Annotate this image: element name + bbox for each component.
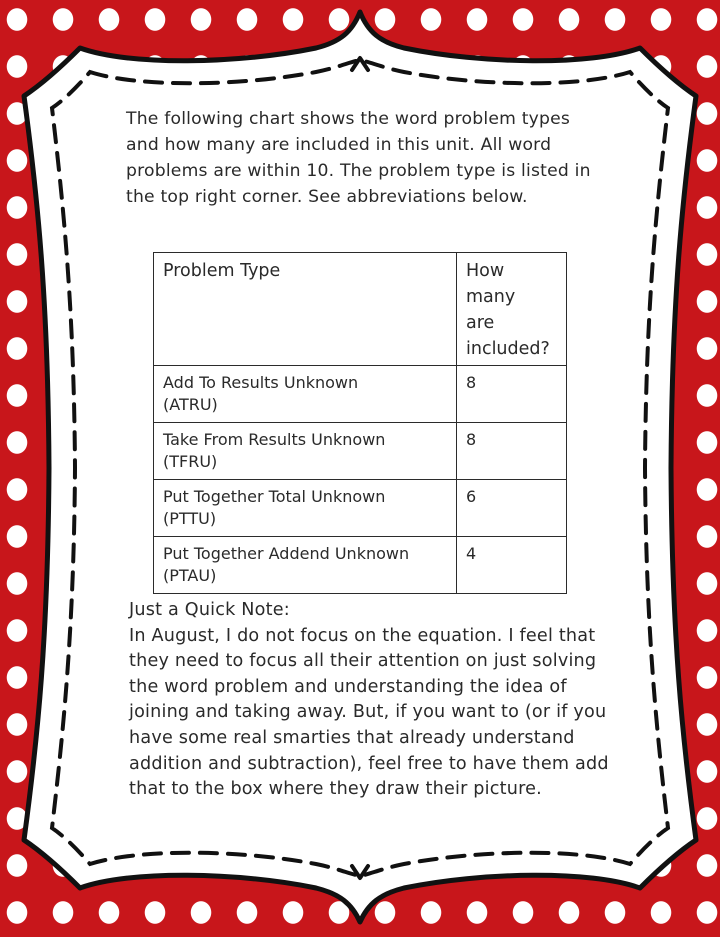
table-row bbox=[154, 480, 567, 537]
problem-type-abbreviation: (ATRU) bbox=[163, 395, 218, 414]
problem-count-cell: 8 bbox=[457, 366, 567, 423]
problem-count-cell: 8 bbox=[457, 423, 567, 480]
problem-type-abbreviation: (TFRU) bbox=[163, 452, 218, 471]
header-problem-type: Problem Type bbox=[154, 253, 457, 366]
intro-paragraph: The following chart shows the word problem types and how many are included in this unit. All word problems are within 10. The problem type is listed in the top right corner. See abbreviations below. bbox=[126, 109, 591, 207]
problem-type-name: Add To Results Unknown bbox=[163, 373, 359, 392]
problem-count-cell: 6 bbox=[457, 480, 567, 537]
table-header-row bbox=[154, 253, 567, 366]
header-how-many bbox=[457, 253, 567, 366]
problem-type-cell bbox=[154, 480, 457, 537]
problem-type-abbreviation: (PTTU) bbox=[163, 509, 217, 528]
problem-type-name: Put Together Total Unknown bbox=[163, 487, 386, 506]
header-how-many-label: How many are included? bbox=[466, 261, 550, 359]
problem-type-table bbox=[153, 252, 567, 594]
problem-type-name: Take From Results Unknown bbox=[163, 430, 386, 449]
problem-type-abbreviation: (PTAU) bbox=[163, 566, 217, 585]
problem-type-cell bbox=[154, 537, 457, 594]
problem-type-cell bbox=[154, 423, 457, 480]
problem-type-cell bbox=[154, 366, 457, 423]
problem-type-name: Put Together Addend Unknown bbox=[163, 544, 410, 563]
table-row bbox=[154, 366, 567, 423]
note-body: In August, I do not focus on the equation. I feel that they need to focus all their attention on just solving the word problem and understanding the idea of joining and taking away. But, if you want to (or if you have some real smarties that already understand addition and subtraction), feel free to have them add that to the box where they draw their picture. bbox=[129, 625, 609, 800]
table-row bbox=[154, 423, 567, 480]
table-row bbox=[154, 537, 567, 594]
note-title: Just a Quick Note: bbox=[129, 600, 290, 620]
quick-note bbox=[129, 598, 609, 803]
problem-count-cell: 4 bbox=[457, 537, 567, 594]
